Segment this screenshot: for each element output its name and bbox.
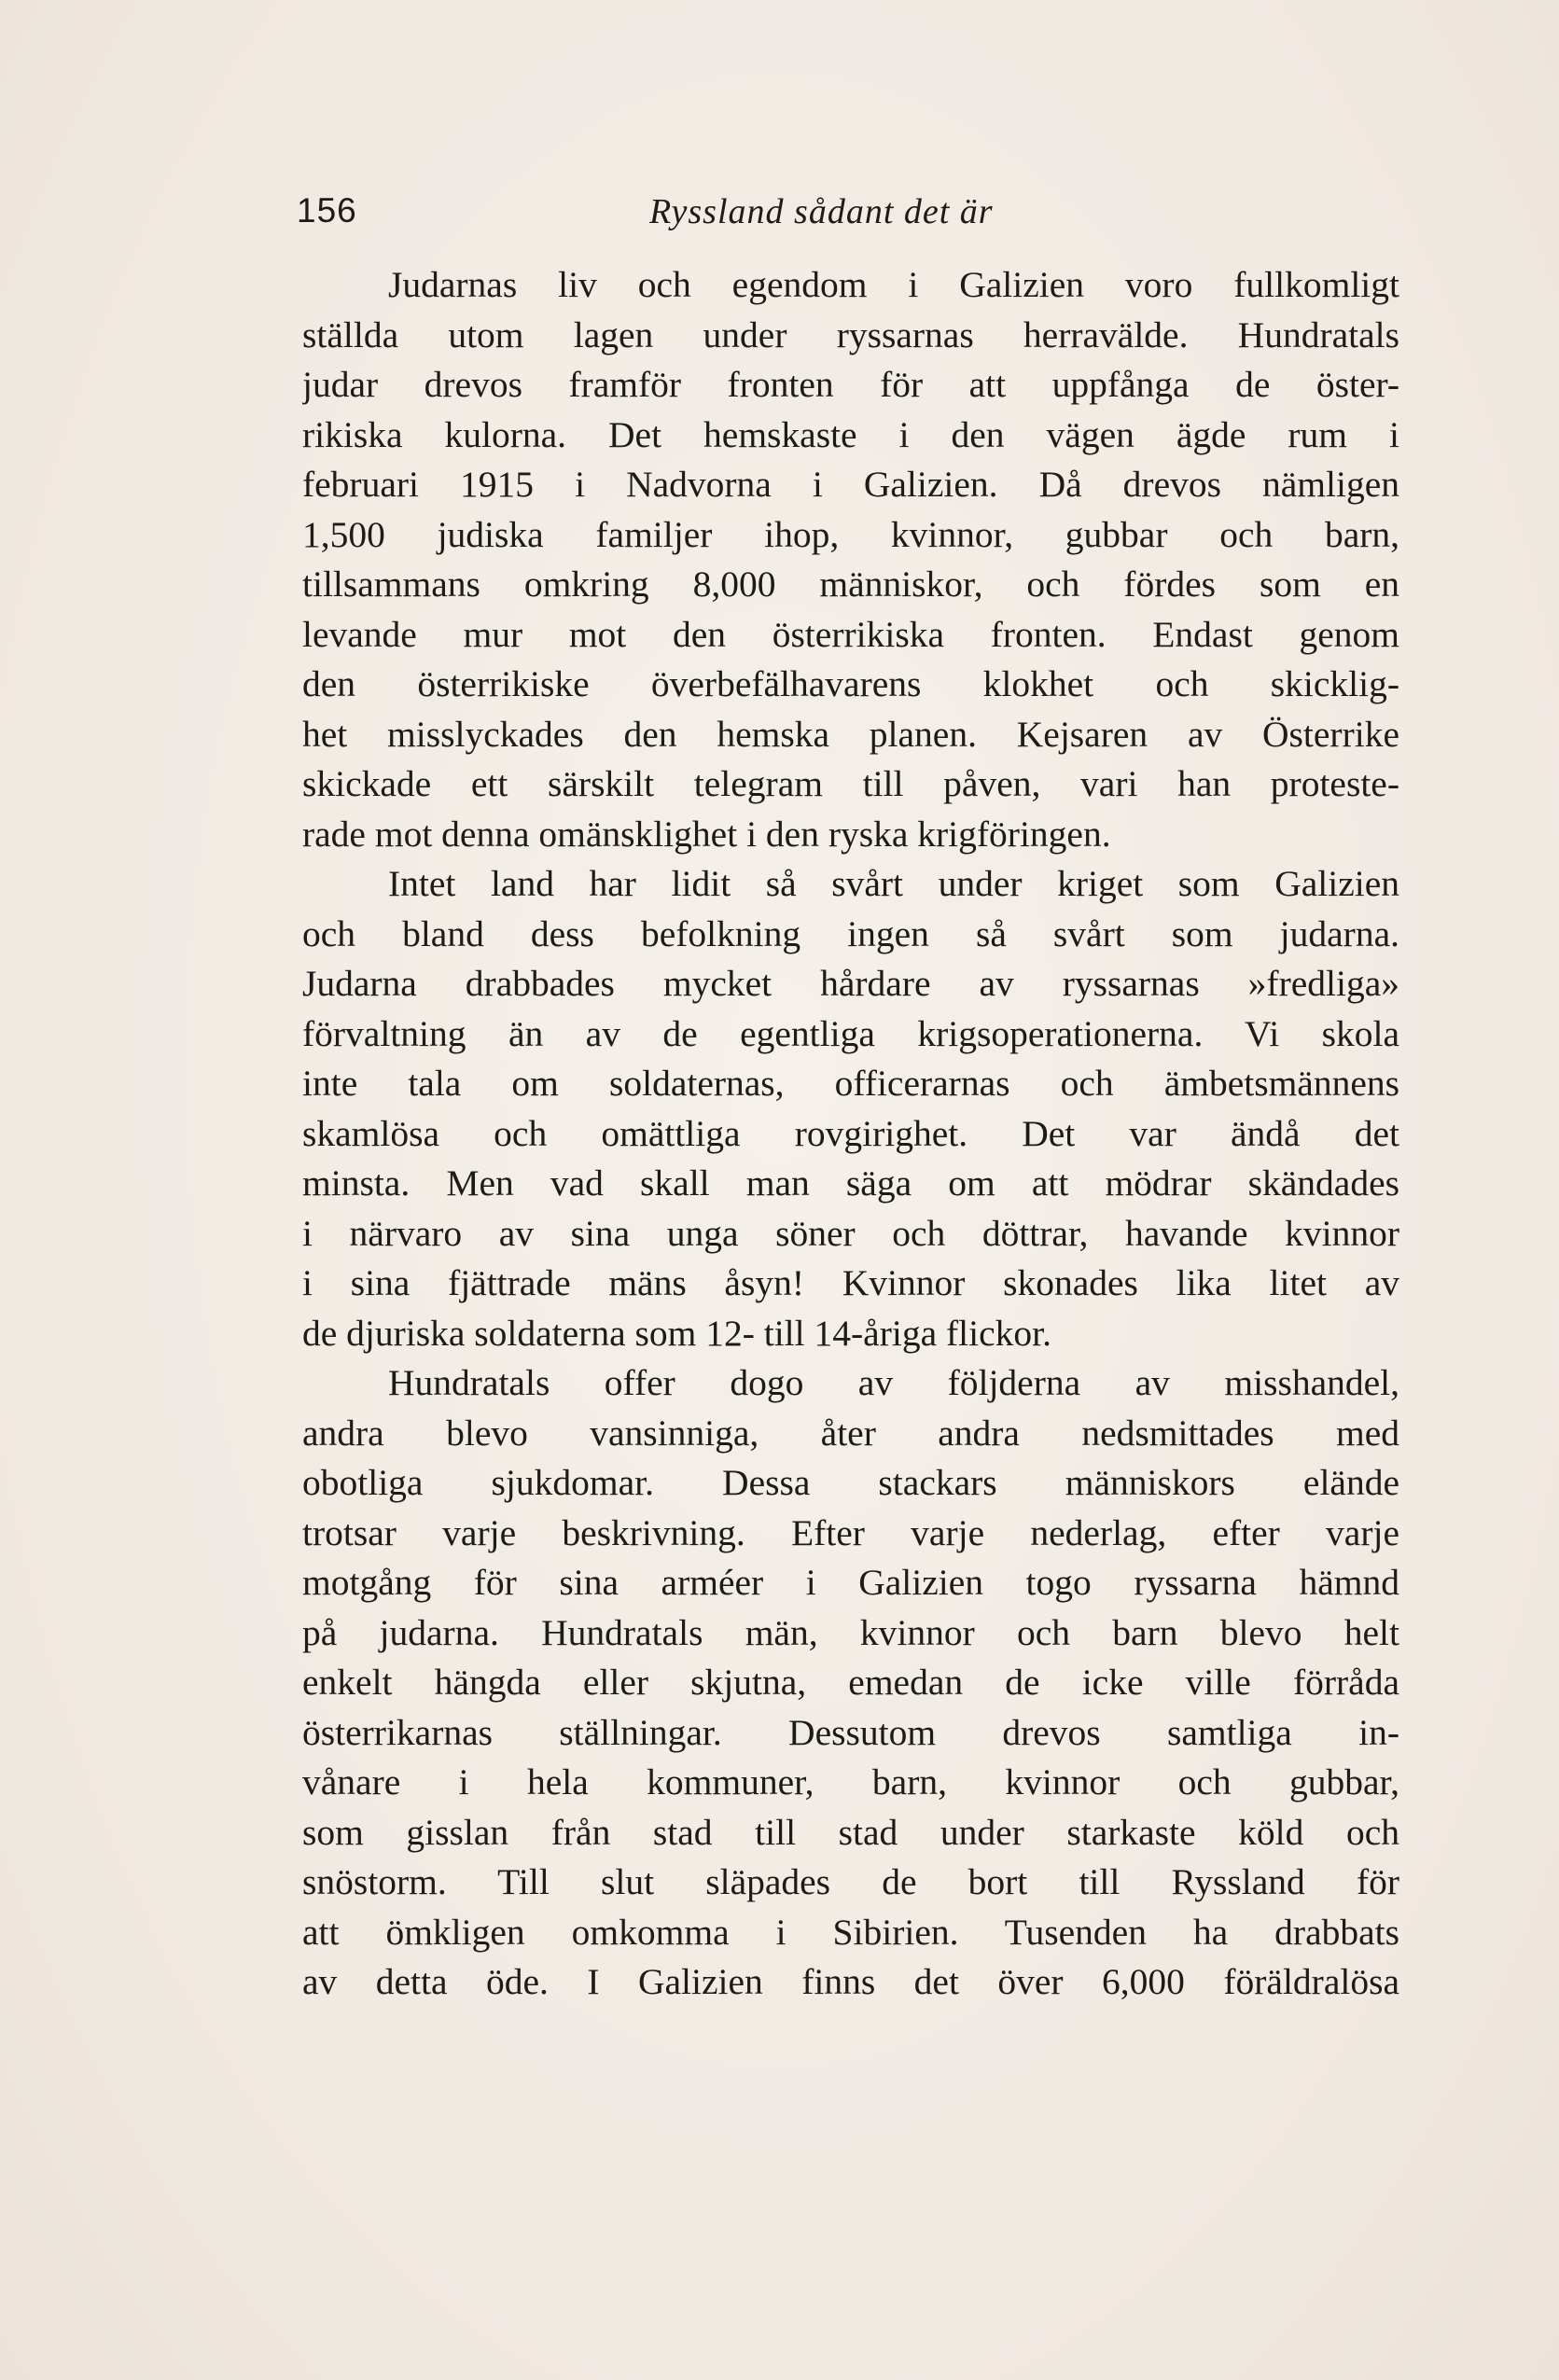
text-line: snöstorm. Till slut släpades de bort till Ryssland för <box>302 1861 1399 1902</box>
text-line: Judarna drabbades mycket hårdare av ryssarnas »fredliga» <box>302 963 1399 1004</box>
text-line: judar drevos framför fronten för att uppfånga de öster- <box>302 364 1399 405</box>
text-line: trotsar varje beskrivning. Efter varje nederlag, efter varje <box>302 1511 1399 1553</box>
text-line: i sina fjättrade mäns åsyn! Kvinnor skonades lika litet av <box>302 1262 1399 1303</box>
text-line: rikiska kulorna. Det hemskaste i den vägen ägde rum i <box>302 413 1399 455</box>
text-line: Intet land har lidit så svårt under kriget som Galizien <box>388 863 1399 904</box>
text-line: ställda utom lagen under ryssarnas herravälde. Hundratals <box>302 313 1399 355</box>
text-line: på judarna. Hundratals män, kvinnor och barn blevo helt <box>302 1611 1399 1653</box>
text-line: förvaltning än av de egentliga krigsoperationerna. Vi skola <box>302 1012 1399 1054</box>
text-line: i närvaro av sina unga söner och döttrar, havande kvinnor <box>302 1212 1399 1254</box>
text-line: som gisslan från stad till stad under starkaste köld och <box>302 1811 1399 1853</box>
text-line: skickade ett särskilt telegram till påven, vari han proteste- <box>302 763 1399 804</box>
text-line: den österrikiske överbefälhavarens klokhet och skicklig- <box>302 663 1399 704</box>
text-line: rade mot denna omänsklighet i den ryska krigföringen. <box>302 813 1111 855</box>
text-line: inte tala om soldaternas, officerarnas och ämbetsmännens <box>302 1063 1399 1104</box>
text-line: het misslyckades den hemska planen. Kejsaren av Österrike <box>302 713 1399 755</box>
text-line: andra blevo vansinniga, åter andra nedsmittades med <box>302 1412 1399 1454</box>
text-line: februari 1915 i Nadvorna i Galizien. Då drevos nämligen <box>302 464 1399 505</box>
text-line: att ömkligen omkomma i Sibirien. Tusenden ha drabbats <box>302 1911 1399 1953</box>
text-line: enkelt hängda eller skjutna, emedan de icke ville förråda <box>302 1662 1399 1703</box>
text-line: levande mur mot den österrikiska fronten. Endast genom <box>302 613 1399 655</box>
text-line: av detta öde. I Galizien finns det över 6,000 föräldralösa <box>302 1961 1399 2002</box>
text-line: och bland dess befolkning ingen så svårt som judarna. <box>302 912 1399 954</box>
text-line: Judarnas liv och egendom i Galizien voro fullkomligt <box>388 264 1399 305</box>
text-line: de djuriska soldaterna som 12- till 14-åriga flickor. <box>302 1312 1051 1354</box>
text-line: Hundratals offer dogo av följderna av misshandel, <box>388 1362 1399 1403</box>
page-number: 156 <box>297 191 357 230</box>
text-line: skamlösa och omättliga rovgirighet. Det var ändå det <box>302 1112 1399 1154</box>
text-line: österrikarnas ställningar. Dessutom drevos samtliga in- <box>302 1711 1399 1753</box>
running-title: Ryssland sådant det är <box>649 192 994 231</box>
text-line: minsta. Men vad skall man säga om att mödrar skändades <box>302 1162 1399 1204</box>
text-line: motgång för sina arméer i Galizien togo ryssarna hämnd <box>302 1562 1399 1603</box>
text-line: 1,500 judiska familjer ihop, kvinnor, gubbar och barn, <box>302 513 1399 555</box>
body-text <box>302 260 1399 2008</box>
page-header <box>297 191 1323 247</box>
text-line: obotliga sjukdomar. Dessa stackars människors elände <box>302 1462 1399 1503</box>
text-line: vånare i hela kommuner, barn, kvinnor och gubbar, <box>302 1761 1399 1802</box>
text-line: tillsammans omkring 8,000 människor, och fördes som en <box>302 564 1399 605</box>
